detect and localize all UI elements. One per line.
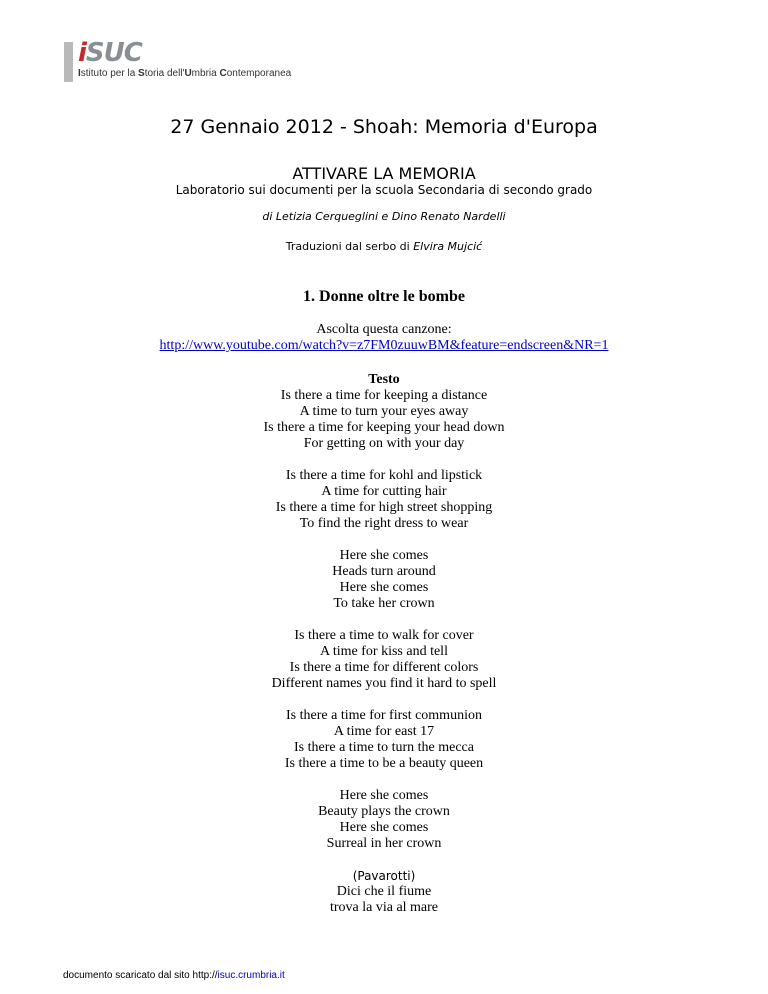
- document-title: 27 Gennaio 2012 - Shoah: Memoria d'Europa: [170, 116, 598, 138]
- lyrics-heading: Testo: [368, 372, 400, 387]
- lyric-line: Different names you find it hard to spell: [271, 676, 497, 691]
- lab-heading: ATTIVARE LA MEMORIA: [292, 164, 476, 183]
- logo-bar: [64, 42, 73, 82]
- lyric-line: A time to turn your eyes away: [299, 404, 469, 419]
- authors-line: di Letizia Cerqueglini e Dino Renato Nardelli: [262, 210, 506, 223]
- lyric-line: Is there a time for first communion: [286, 708, 482, 723]
- logo-subtitle: Istituto per la Storia dell'Umbria Contemporanea: [78, 68, 292, 79]
- lyric-line: A time for kiss and tell: [320, 644, 448, 659]
- lyric-line: Here she comes: [339, 548, 429, 563]
- listen-block: [0, 322, 768, 354]
- lyrics-stanza: [0, 788, 768, 852]
- translator-name: Elvira Mujcić: [413, 240, 483, 253]
- lyric-line: Is there a time to turn the mecca: [294, 740, 474, 755]
- lyric-line: Heads turn around: [332, 564, 436, 579]
- lyric-line: trova la via al mare: [329, 900, 439, 915]
- lyric-line: Dici che il fiume: [336, 884, 432, 899]
- lyric-line: Is there a time to be a beauty queen: [284, 756, 484, 771]
- lyric-line: Here she comes: [339, 820, 429, 835]
- lyric-line: A time for cutting hair: [321, 484, 447, 499]
- lyric-line: For getting on with your day: [303, 436, 465, 451]
- lyrics-block: [0, 372, 768, 932]
- lyrics-stanza: [0, 868, 768, 916]
- listen-label: Ascolta questa canzone:: [316, 322, 452, 337]
- logo-wordmark: iSUC: [78, 38, 142, 68]
- lab-subheading: Laboratorio sui documenti per la scuola Secondaria di secondo grado: [175, 183, 593, 197]
- lyric-line: Is there a time for keeping a distance: [280, 388, 488, 403]
- lyrics-stanza: [0, 548, 768, 612]
- lyric-line: Is there a time for kohl and lipstick: [285, 468, 483, 483]
- lyric-line: A time for east 17: [333, 724, 435, 739]
- pavarotti-label: (Pavarotti): [352, 869, 416, 883]
- lyric-line: Beauty plays the crown: [318, 804, 450, 819]
- page-footer: documento scaricato dal sito http://isuc.crumbria.it: [63, 970, 285, 981]
- lyric-line: Surreal in her crown: [326, 836, 442, 851]
- lyric-line: Is there a time to walk for cover: [294, 628, 474, 643]
- lyrics-stanza: [0, 372, 768, 452]
- lyric-line: Here she comes: [339, 788, 429, 803]
- footer-site-link[interactable]: isuc.crumbria.it: [217, 970, 285, 981]
- isuc-logo: [64, 38, 294, 86]
- lyric-line: To take her crown: [333, 596, 435, 611]
- lyric-line: To find the right dress to wear: [299, 516, 469, 531]
- lyric-line: Here she comes: [339, 580, 429, 595]
- lyrics-stanza: [0, 708, 768, 772]
- lyric-line: Is there a time for keeping your head down: [263, 420, 505, 435]
- translation-line: Traduzioni dal serbo di Elvira Mujcić: [285, 240, 483, 253]
- section-title: 1. Donne oltre le bombe: [303, 288, 465, 305]
- lyric-line: Is there a time for high street shopping: [275, 500, 493, 515]
- youtube-link[interactable]: http://www.youtube.com/watch?v=z7FM0zuuwBM&feature=endscreen&NR=1: [159, 338, 609, 353]
- lyrics-stanza: [0, 468, 768, 532]
- lyrics-stanza: [0, 628, 768, 692]
- lyric-line: Is there a time for different colors: [289, 660, 479, 675]
